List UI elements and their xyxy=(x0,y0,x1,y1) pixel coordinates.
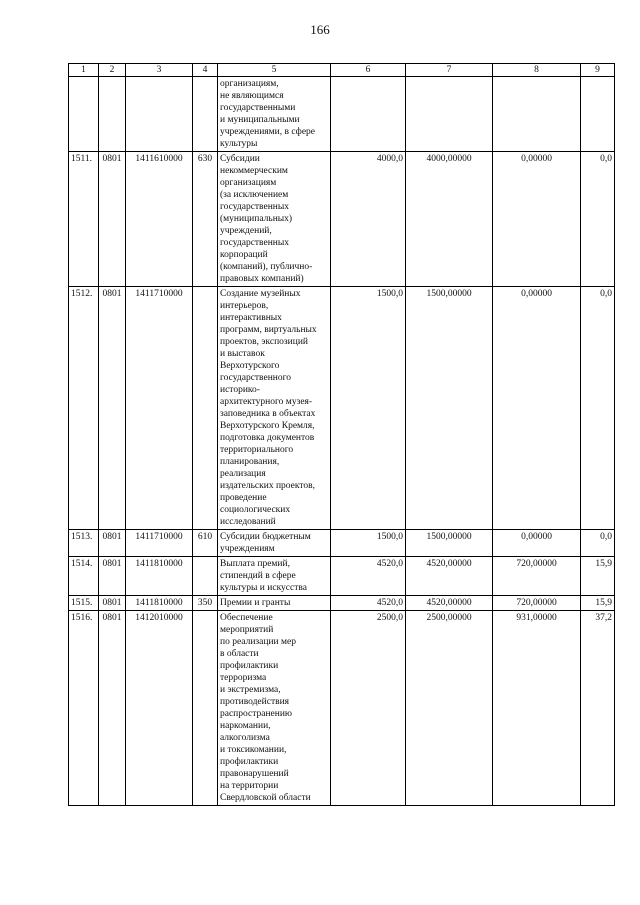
plan-amount: 1500,0 xyxy=(331,530,406,557)
executed-amount: 0,00000 xyxy=(493,287,581,530)
row-number: 1511. xyxy=(69,152,99,287)
item-name: Субсидии бюджетным учреждениям xyxy=(218,530,331,557)
header-col-3: 3 xyxy=(126,64,193,77)
header-col-2: 2 xyxy=(99,64,126,77)
plan-amount: 4000,0 xyxy=(331,152,406,287)
table-row xyxy=(69,77,615,152)
plan-amount: 4520,0 xyxy=(331,596,406,611)
table-row xyxy=(69,152,615,287)
execution-percent: 15,9 xyxy=(581,557,615,596)
row-number xyxy=(69,77,99,152)
execution-percent: 15,9 xyxy=(581,596,615,611)
executed-amount: 0,00000 xyxy=(493,530,581,557)
expense-type-code xyxy=(193,77,218,152)
row-number: 1515. xyxy=(69,596,99,611)
execution-percent: 37,2 xyxy=(581,611,615,806)
target-code xyxy=(126,77,193,152)
row-number: 1516. xyxy=(69,611,99,806)
target-code: 1411610000 xyxy=(126,152,193,287)
item-name: Премии и гранты xyxy=(218,596,331,611)
plan-amount: 4520,0 xyxy=(331,557,406,596)
row-number: 1513. xyxy=(69,530,99,557)
row-number: 1514. xyxy=(69,557,99,596)
plan-amount: 2500,0 xyxy=(331,611,406,806)
plan-amount-detail: 4520,00000 xyxy=(406,596,493,611)
execution-percent: 0,0 xyxy=(581,530,615,557)
section-code: 0801 xyxy=(99,530,126,557)
executed-amount: 931,00000 xyxy=(493,611,581,806)
plan-amount-detail xyxy=(406,77,493,152)
header-col-8: 8 xyxy=(493,64,581,77)
execution-percent: 0,0 xyxy=(581,152,615,287)
section-code: 0801 xyxy=(99,287,126,530)
plan-amount: 1500,0 xyxy=(331,287,406,530)
budget-table xyxy=(68,63,615,806)
item-name: Создание музейных интерьеров, интерактивных программ, виртуальных проектов, экспозиций и выставок Верхотурского государственного историко- архитектурного музея- заповедника в объектах Верхотурского Кремля, подготовка документов территориального планирования, реализация издательских проектов, проведение социологических исследований xyxy=(218,287,331,530)
header-col-6: 6 xyxy=(331,64,406,77)
table-row xyxy=(69,287,615,530)
executed-amount: 720,00000 xyxy=(493,557,581,596)
expense-type-code xyxy=(193,557,218,596)
target-code: 1411710000 xyxy=(126,530,193,557)
target-code: 1411710000 xyxy=(126,287,193,530)
plan-amount-detail: 2500,00000 xyxy=(406,611,493,806)
target-code: 1412010000 xyxy=(126,611,193,806)
expense-type-code: 350 xyxy=(193,596,218,611)
item-name: организациям, не являющимся государственными и муниципальными учреждениями, в сфере культуры xyxy=(218,77,331,152)
item-name: Обеспечение мероприятий по реализации мер в области профилактики терроризма и экстремизма, противодействия распространению наркомании, алкоголизма и токсикомании, профилактики правонарушений на территории Свердловской области xyxy=(218,611,331,806)
header-col-7: 7 xyxy=(406,64,493,77)
item-name: Выплата премий, стипендий в сфере культуры и искусства xyxy=(218,557,331,596)
execution-percent xyxy=(581,77,615,152)
expense-type-code: 610 xyxy=(193,530,218,557)
target-code: 1411810000 xyxy=(126,557,193,596)
header-col-5: 5 xyxy=(218,64,331,77)
section-code xyxy=(99,77,126,152)
section-code: 0801 xyxy=(99,611,126,806)
section-code: 0801 xyxy=(99,152,126,287)
plan-amount xyxy=(331,77,406,152)
header-col-4: 4 xyxy=(193,64,218,77)
executed-amount: 0,00000 xyxy=(493,152,581,287)
expense-type-code xyxy=(193,287,218,530)
table-row xyxy=(69,611,615,806)
section-code: 0801 xyxy=(99,596,126,611)
plan-amount-detail: 1500,00000 xyxy=(406,530,493,557)
plan-amount-detail: 4000,00000 xyxy=(406,152,493,287)
table-row xyxy=(69,557,615,596)
expense-type-code xyxy=(193,611,218,806)
item-name: Субсидии некоммерческим организациям (за исключением государственных (муниципальных) учреждений, государственных корпораций (компаний), публично- правовых компаний) xyxy=(218,152,331,287)
page-number: 166 xyxy=(310,22,330,37)
plan-amount-detail: 1500,00000 xyxy=(406,287,493,530)
table-row xyxy=(69,530,615,557)
table-row xyxy=(69,596,615,611)
expense-type-code: 630 xyxy=(193,152,218,287)
executed-amount xyxy=(493,77,581,152)
executed-amount: 720,00000 xyxy=(493,596,581,611)
target-code: 1411810000 xyxy=(126,596,193,611)
header-col-9: 9 xyxy=(581,64,615,77)
row-number: 1512. xyxy=(69,287,99,530)
header-row xyxy=(69,64,615,77)
header-col-1: 1 xyxy=(69,64,99,77)
plan-amount-detail: 4520,00000 xyxy=(406,557,493,596)
section-code: 0801 xyxy=(99,557,126,596)
execution-percent: 0,0 xyxy=(581,287,615,530)
